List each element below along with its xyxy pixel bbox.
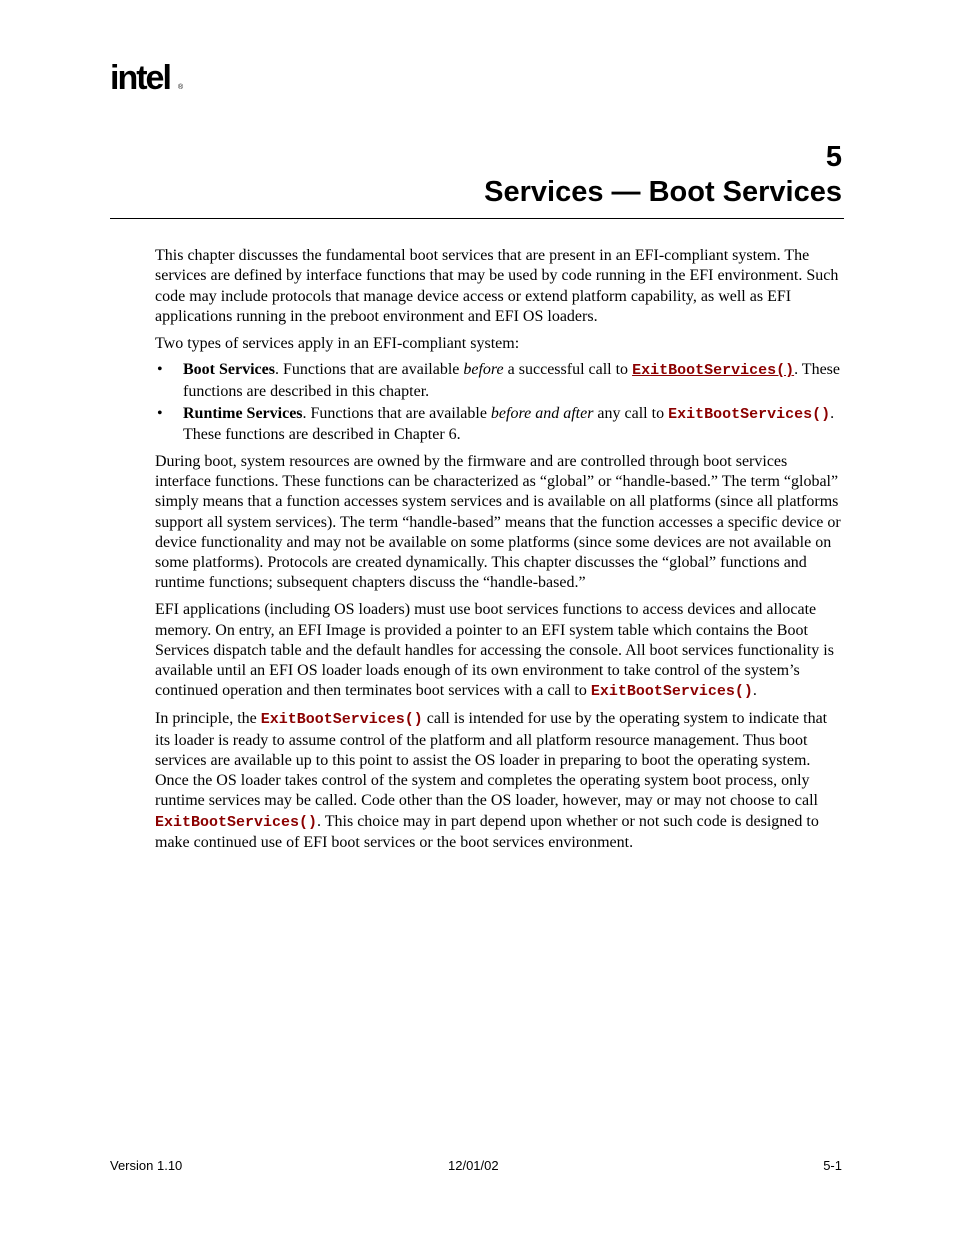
principle-paragraph (155, 709, 845, 853)
emphasis: before (463, 361, 504, 379)
bullet-text: . These functions are described in Chapter 6. (183, 405, 835, 444)
registered-mark: ® (178, 84, 184, 91)
chapter-body (155, 246, 845, 860)
paragraph-text: . This choice may in part depend upon whether or not such code is designed to make continued use of EFI boot services or the boot services environment. (155, 812, 819, 852)
code-exitbootservices: ExitBootServices() (668, 406, 831, 424)
chapter-number: 5 (825, 141, 842, 173)
global-handle-paragraph: During boot, system resources are owned by the firmware and are controlled through boot services interface functions. These functions can be characterized as “global” or “handle-based.” The term “global” simply means that a function accesses system services and is available on all platforms (since all platforms support all system services). The term “handle-based” means that the function accesses a specific device or device functionality and may not be available on some platforms (since some devices are not available on some platforms). Protocols are created dynamically. This chapter discusses the “global” functions and runtime functions; subsequent chapters discuss the “handle-based.” (155, 452, 841, 592)
bullet-text: . Functions that are available (274, 361, 464, 379)
header-rule (110, 218, 844, 219)
bullet-text: any call to (593, 405, 669, 423)
footer-version: Version 1.10 (110, 1158, 183, 1173)
term-runtime-services: Runtime Services (183, 405, 303, 423)
logo-wordmark: intel (110, 59, 170, 97)
intro-paragraph: This chapter discusses the fundamental boot services that are present in an EFI-compliant system. The services are defined by interface functions that may be used by code running in the EFI environment. Such code may include protocols that manage device access or extend platform capability, as well as EFI applications running in the preboot environment and EFI OS loaders. (155, 247, 839, 325)
efi-apps-paragraph (155, 600, 845, 702)
intel-logo (110, 58, 190, 98)
paragraph-text: . (752, 682, 757, 700)
bullet-text: . Functions that are available (302, 405, 491, 423)
list-item (155, 360, 845, 402)
paragraph-text: call is intended for use by the operating system to indicate that its loader is ready to assume control of the platform and all platform resource management. Thus boot services are available up to this point to assist the OS loader in preparing to boot the operating system. Once the OS loader takes control of the system and completes the operating system boot process, only runtime services may be called. Code other than the OS loader, however, may or may not choose to call (155, 710, 828, 810)
paragraph-text: EFI applications (including OS loaders) must use boot services functions to access devices and allocate memory. On entry, an EFI Image is provided a pointer to an EFI system table which contains the Boot Services dispatch table and the default handles for accessing the console. All boot services functionality is available until an EFI OS loader loads enough of its own environment to take control of the system’s continued operation and then terminates boot services with a call to (155, 601, 834, 700)
types-intro: Two types of services apply in an EFI-compliant system: (155, 334, 520, 352)
bullet-text: . These functions are described in this chapter. (183, 361, 841, 400)
exitbootservices-link[interactable]: ExitBootServices() (632, 362, 795, 380)
code-exitbootservices: ExitBootServices() (590, 683, 753, 701)
service-types-list (155, 360, 845, 445)
paragraph-text: In principle, the (155, 710, 261, 728)
code-exitbootservices: ExitBootServices() (260, 711, 423, 729)
emphasis: before and after (490, 405, 594, 423)
code-exitbootservices: ExitBootServices() (155, 813, 318, 831)
footer-page-number: 5-1 (823, 1158, 842, 1173)
bullet-icon: • (157, 361, 163, 379)
chapter-title: Services — Boot Services (484, 176, 842, 208)
list-item (155, 404, 845, 446)
footer-date: 12/01/02 (448, 1158, 499, 1173)
bullet-icon: • (157, 405, 163, 423)
term-boot-services: Boot Services (183, 361, 275, 379)
bullet-text: a successful call to (503, 361, 633, 379)
